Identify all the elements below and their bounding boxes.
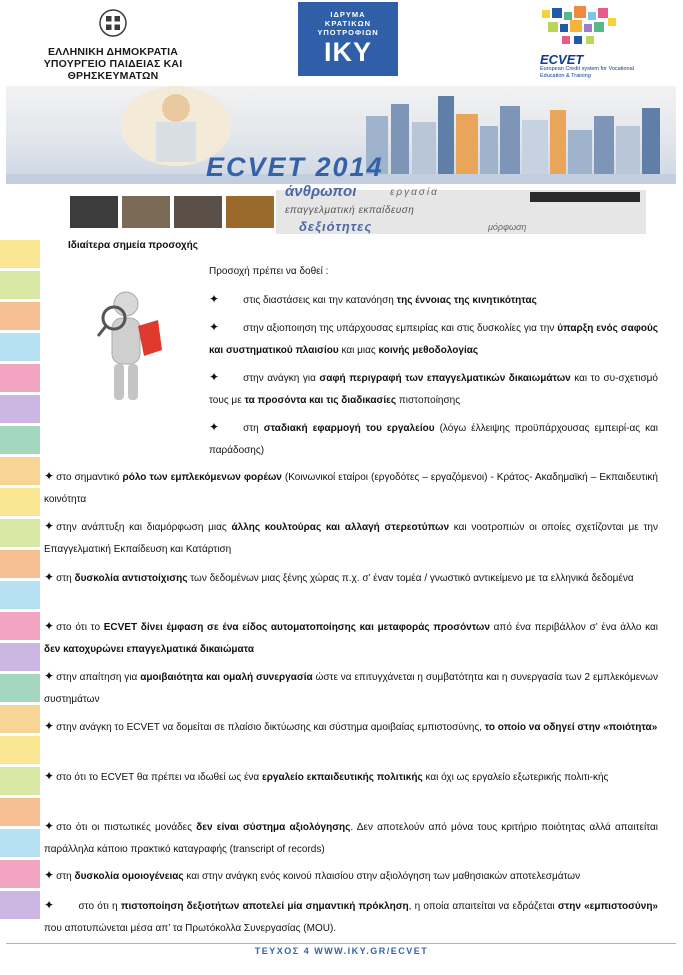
color-block [0,457,40,485]
star-bullet-icon: ✦ [44,898,55,912]
color-block [0,271,40,299]
star-bullet-icon: ✦ [44,570,55,584]
star-bullet-icon: ✦ [209,370,220,384]
list-item: ✦ στη δυσκολία αντιστοίχισης των δεδομένων μιας ξένης χώρας π.χ. σ’ έναν τομέα / γνωστικό αντικείμενο με τα ελληνικά δεδομένα [44,570,634,584]
color-block [0,333,40,361]
star-bullet-icon: ✦ [209,292,220,306]
color-block [0,364,40,392]
star-bullet-icon: ✦ [44,519,55,533]
decorative-color-bar [0,240,40,947]
star-bullet-icon: ✦ [44,769,55,783]
star-bullet-icon: ✦ [209,420,220,434]
list-item: ✦ στο ότι το ECVET δίνει έμφαση σε ένα είδος αυτοματοποίησης και μεταφοράς προσόντων από ένα περιβάλλον σ’ ένα άλλο και δεν κατοχυρώνει επαγγελματικά δικαιώματα [44,619,658,655]
iky-line-1: ΙΔΡΥΜΑ [330,10,366,19]
star-bullet-icon: ✦ [44,719,55,733]
ecvet-cubes-icon [522,4,662,52]
tagline-people: άνθρωποι [285,183,357,200]
tagline-education: μόρφωση [488,222,527,232]
sub-item: ✦ στην ανάγκη για σαφή περιγραφή των επαγγελματικών δικαιωμάτων και το συ-σχετισμό τους με τα προσόντα και τις διαδικασίες πιστοποίησης [209,370,658,406]
color-block [0,550,40,578]
footer-divider [6,943,676,944]
sub-item: ✦ στη σταδιακή εφαρμογή του εργαλείου (λόγω έλλειψης προϋπάρχουσας εμπειρί-ας και παράδοσης) [209,420,658,456]
magnifier-figure-illustration [88,288,168,408]
color-block [0,643,40,671]
color-block [0,302,40,330]
banner [6,86,676,184]
list-item: ✦ στη δυσκολία ομοιογένειας και στην ανάγκη ενός κοινού πλαισίου στην αξιολόγηση των μαθησιακών αποτελεσμάτων [44,868,581,882]
list-item: ✦ στην ανάπτυξη και διαμόρφωση μιας άλλης κουλτούρας και αλλαγή στερεοτύπων και νοοτροπιών οι οποίες σχετίζονται με την Επαγγελματική Εκπαίδευση και Κατάρτιση [44,519,658,555]
color-block [0,240,40,268]
ministry-line-1: ΕΛΛΗΝΙΚΗ ΔΗΜΟΚΡΑΤΙΑ [47,46,179,58]
ministry-line-3: ΘΡΗΣΚΕΥΜΑΤΩΝ [67,70,159,82]
footer: ΤΕΥΧΟΣ 4 WWW.IKY.GR/ECVET [254,946,429,956]
star-bullet-icon: ✦ [44,669,55,683]
color-block [0,612,40,640]
color-block [0,705,40,733]
sub-item: ✦ στις διαστάσεις και την κατανόηση της έννοιας της κινητικότητας [209,292,537,306]
list-item: ✦ στο ότι η πιστοποίηση δεξιοτήτων αποτελεί μία σημαντική πρόκληση, η οποία απαιτείται να εδράζεται στην «εμπιστοσύνη» που αποτυπώνεται μέσα απ’ τα Πρωτόκολλα Συνεργασίας (MOU). [44,898,661,934]
iky-logo [298,2,398,76]
tagline-skills: δεξιότητες [299,219,373,234]
list-item: ✦ στο σημαντικό ρόλο των εμπλεκόμενων φορέων (Κοινωνικοί εταίροι (εργοδότες – εργαζόμενοι) - Κράτος- Ακαδημαϊκή – Εκπαιδευτική κοινότητα [44,469,658,505]
color-block [0,674,40,702]
intro-text: Προσοχή πρέπει να δοθεί : [209,266,329,277]
color-block [0,767,40,795]
star-bullet-icon: ✦ [209,320,220,334]
color-block [0,395,40,423]
star-bullet-icon: ✦ [44,619,55,633]
list-item: ✦ στην ανάγκη το ECVET να δομείται σε πλαίσιο δικτύωσης και σύστημα αμοιβαίας εμπιστοσύνης, το οποίο να οδηγεί στην «ποιότητα» [44,719,658,733]
ministry-line-2: ΥΠΟΥΡΓΕΙΟ ΠΑΙΔΕΙΑΣ ΚΑΙ [43,58,183,70]
star-bullet-icon: ✦ [44,868,55,882]
color-block [0,581,40,609]
star-bullet-icon: ✦ [44,469,55,483]
list-item: ✦ στο ότι οι πιστωτικές μονάδες δεν είναι σύστημα αξιολόγησης. Δεν αποτελούν από μόνα τους κριτήριο ποιότητας αλλά απαιτείται παράλληλα κάποιο πρακτικό καταγραφής (transcript of records) [44,819,658,855]
ecvet-tagline: European Credit system for Vocational Education & Training [540,66,634,79]
color-block [0,798,40,826]
tagline-work: εργασία [390,187,439,198]
color-block [0,860,40,888]
color-block [0,891,40,919]
color-block [0,519,40,547]
ministry-logo [28,8,198,82]
ecvet-logo [522,4,662,82]
list-item: ✦ στην απαίτηση για αμοιβαιότητα και ομαλή συνεργασία ώστε να επιτυγχάνεται η συμβατότητα και η συνεργασία των 2 εμπλεκόμενων συστημάτων [44,669,658,705]
color-block [0,736,40,764]
color-block [0,426,40,454]
star-bullet-icon: ✦ [44,819,55,833]
greek-emblem-icon [98,8,128,38]
list-item: ✦ στο ότι το ECVET θα πρέπει να ιδωθεί ως ένα εργαλείο εκπαιδευτικής πολιτικής και όχι ως εργαλείο εξωτερικής πολιτι-κής [44,769,609,783]
ecvet-wordmark: ECVET [540,52,584,67]
color-block [0,488,40,516]
color-block [0,829,40,857]
iky-line-3: ΥΠΟΤΡΟΦΙΩΝ [317,28,379,37]
iky-line-2: ΚΡΑΤΙΚΩΝ [324,19,372,28]
section-heading: Ιδιαίτερα σημεία προσοχής [68,240,198,251]
sub-item: ✦ στην αξιοποιηση της υπάρχουσας εμπειρίας και στις δυσκολίες για την ύπαρξη ενός σαφούς και συστηματικού πλαισίου και μιας κοινής μεθοδολογίας [209,320,658,356]
iky-wordmark: IKY [323,37,372,67]
tagline-vocational: επαγγελματική εκπαίδευση [285,205,415,216]
banner-title: ECVET 2014 [206,152,384,182]
